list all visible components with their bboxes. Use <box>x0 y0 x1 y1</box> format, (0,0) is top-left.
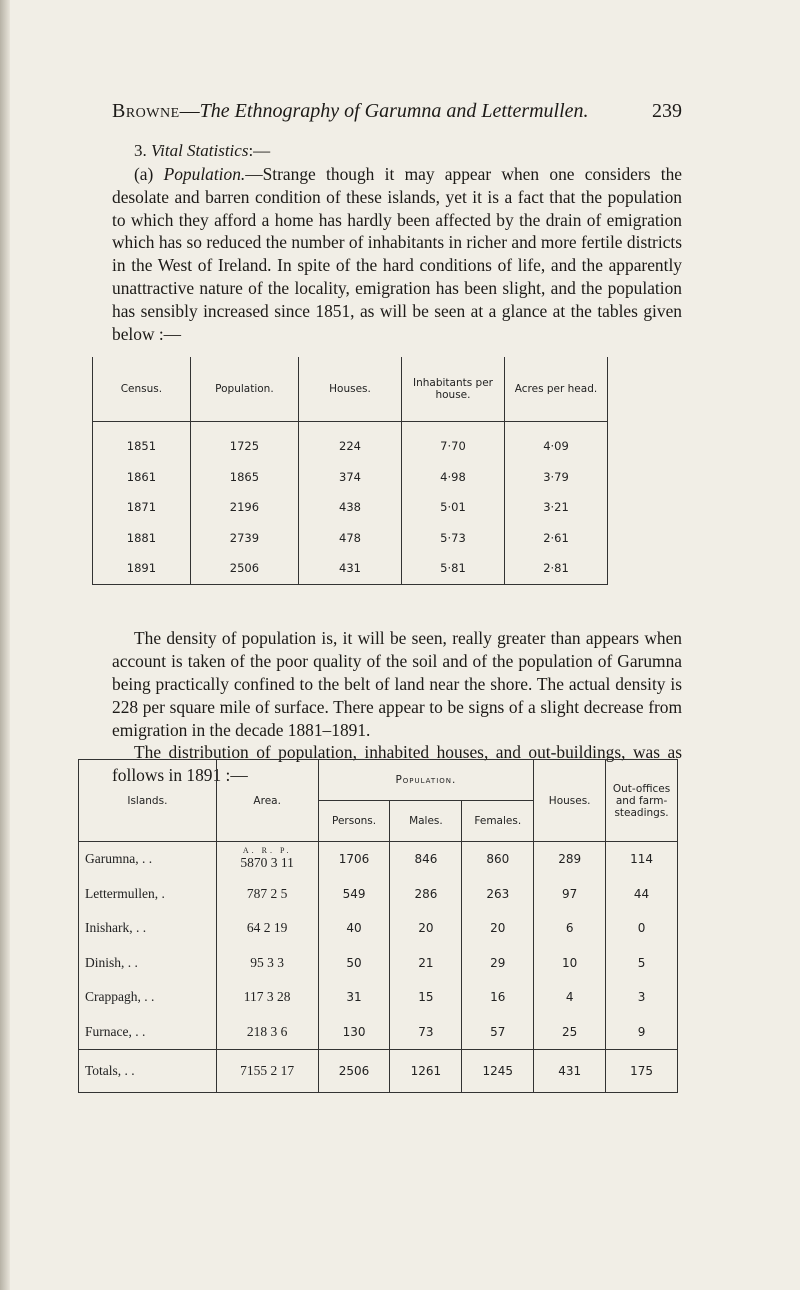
cell: 860 <box>462 842 534 877</box>
distribution-table <box>78 759 678 1093</box>
table-row <box>93 462 608 493</box>
book-spine-edge <box>0 0 10 1290</box>
cell: 25 <box>534 1015 606 1050</box>
cell: 114 <box>606 842 678 877</box>
cell: 4 <box>534 980 606 1015</box>
cell: Totals, . . <box>79 1050 217 1093</box>
page-number: 239 <box>652 100 682 122</box>
table-row <box>93 422 608 462</box>
totals-row <box>79 1050 678 1093</box>
section-title: Vital Statistics <box>151 141 249 160</box>
cell: 1865 <box>190 462 298 493</box>
cell: 846 <box>390 842 462 877</box>
table-row <box>93 523 608 554</box>
area-units: A. R. P. <box>242 846 292 856</box>
cell: 263 <box>462 877 534 912</box>
cell: 1871 <box>93 492 191 523</box>
density-paragraph: The density of population is, it will be seen, really greater than appears when account is taken of the poor quality of the soil and of the population of Garumna being practically confined to the belt of land near the shore. The actual density is 228 per square mile of surface. There appear to be signs of a slight decrease from emigration in the decade 1881–1891. <box>112 628 682 740</box>
census-table <box>92 357 608 585</box>
table-row <box>79 911 678 946</box>
section-title-suffix: :— <box>248 141 271 160</box>
cell: 1706 <box>318 842 390 877</box>
cell: 3 <box>606 980 678 1015</box>
section-number: 3. <box>134 141 147 160</box>
cell: 15 <box>390 980 462 1015</box>
cell: 438 <box>298 492 401 523</box>
col-population-group: Population. <box>318 760 534 801</box>
cell: 1861 <box>93 462 191 493</box>
distribution-paragraph: The distribution of population, inhabited houses, and out-buildings, was as follows in 1891 :— <box>112 742 682 786</box>
cell: Garumna, . . <box>79 842 217 877</box>
subsection-text: —Strange though it may appear when one considers the desolate and barren condition of these islands, yet it is a fact that the population to which they afford a home has hardly been affected by the drain of emigration which has so reduced the number of inhabitants in richer and more fertile districts in the West of Ireland. In spite of the hard conditions of life, and the apparently unattractive nature of the locality, emigration has been slight, and the population has sensibly increased since 1851, as will be seen at a glance at the tables given below :— <box>112 164 682 344</box>
cell: 787 2 5 <box>216 877 318 912</box>
cell: Furnace, . . <box>79 1015 217 1050</box>
cell: 20 <box>390 911 462 946</box>
cell: 73 <box>390 1015 462 1050</box>
cell: 21 <box>390 946 462 981</box>
cell: 1261 <box>390 1050 462 1093</box>
cell: 1851 <box>93 422 191 462</box>
cell: 5·73 <box>401 523 504 554</box>
cell: Dinish, . . <box>79 946 217 981</box>
cell: 5 <box>606 946 678 981</box>
cell: 2196 <box>190 492 298 523</box>
col-outoffices: Out-offices and farm-steadings. <box>606 760 678 842</box>
header-dash: — <box>179 100 200 122</box>
area-cell <box>216 842 318 877</box>
subsection-label: (a) <box>134 164 154 184</box>
table-row <box>79 877 678 912</box>
cell: Crappagh, . . <box>79 980 217 1015</box>
cell: 130 <box>318 1015 390 1050</box>
census-table-header <box>93 357 608 422</box>
cell: 9 <box>606 1015 678 1050</box>
cell: 286 <box>390 877 462 912</box>
col-inhabitants: Inhabitants per house. <box>401 357 504 422</box>
cell: 29 <box>462 946 534 981</box>
cell: 7·70 <box>401 422 504 462</box>
cell: 64 2 19 <box>216 911 318 946</box>
cell: 97 <box>534 877 606 912</box>
cell: Lettermullen, . <box>79 877 217 912</box>
col-population: Population. <box>190 357 298 422</box>
cell: 6 <box>534 911 606 946</box>
cell: 57 <box>462 1015 534 1050</box>
cell: 2·61 <box>504 523 607 554</box>
running-header <box>112 100 682 123</box>
cell: 16 <box>462 980 534 1015</box>
cell: 1881 <box>93 523 191 554</box>
cell: 374 <box>298 462 401 493</box>
table-row <box>79 842 678 877</box>
cell: 431 <box>534 1050 606 1093</box>
col-acres: Acres per head. <box>504 357 607 422</box>
cell: 0 <box>606 911 678 946</box>
subsection-heading: Population. <box>163 164 246 184</box>
cell: 2506 <box>318 1050 390 1093</box>
cell: 95 3 3 <box>216 946 318 981</box>
col-census: Census. <box>93 357 191 422</box>
cell: 289 <box>534 842 606 877</box>
cell: 549 <box>318 877 390 912</box>
cell: 5·01 <box>401 492 504 523</box>
cell: 3·21 <box>504 492 607 523</box>
cell: 31 <box>318 980 390 1015</box>
col-females: Females. <box>462 801 534 842</box>
table-row <box>79 1015 678 1050</box>
table-row <box>79 946 678 981</box>
col-houses: Houses. <box>298 357 401 422</box>
cell: 175 <box>606 1050 678 1093</box>
cell: 1245 <box>462 1050 534 1093</box>
col-persons: Persons. <box>318 801 390 842</box>
distribution-table-header <box>79 760 678 801</box>
cell: 5·81 <box>401 553 504 584</box>
cell: 7155 2 17 <box>216 1050 318 1093</box>
table-row <box>93 492 608 523</box>
header-text <box>112 100 589 123</box>
cell: 40 <box>318 911 390 946</box>
col-houses: Houses. <box>534 760 606 842</box>
cell: 431 <box>298 553 401 584</box>
col-area: Area. <box>216 760 318 842</box>
col-islands: Islands. <box>79 760 217 842</box>
col-males: Males. <box>390 801 462 842</box>
cell: 20 <box>462 911 534 946</box>
cell: 50 <box>318 946 390 981</box>
population-paragraph <box>112 163 682 345</box>
cell: 3·79 <box>504 462 607 493</box>
cell: 1725 <box>190 422 298 462</box>
header-author: Browne <box>112 100 180 122</box>
cell: 224 <box>298 422 401 462</box>
cell: 44 <box>606 877 678 912</box>
table-row <box>93 553 608 584</box>
section-heading <box>112 141 682 161</box>
cell: 10 <box>534 946 606 981</box>
cell: Inishark, . . <box>79 911 217 946</box>
cell: 4·98 <box>401 462 504 493</box>
cell: 2506 <box>190 553 298 584</box>
cell: 117 3 28 <box>216 980 318 1015</box>
cell: 478 <box>298 523 401 554</box>
cell: 2739 <box>190 523 298 554</box>
cell: 4·09 <box>504 422 607 462</box>
cell: 5870 3 11 <box>240 855 294 871</box>
header-title: The Ethnography of Garumna and Lettermullen. <box>199 100 589 122</box>
cell: 218 3 6 <box>216 1015 318 1050</box>
table-row <box>79 980 678 1015</box>
cell: 2·81 <box>504 553 607 584</box>
cell: 1891 <box>93 553 191 584</box>
